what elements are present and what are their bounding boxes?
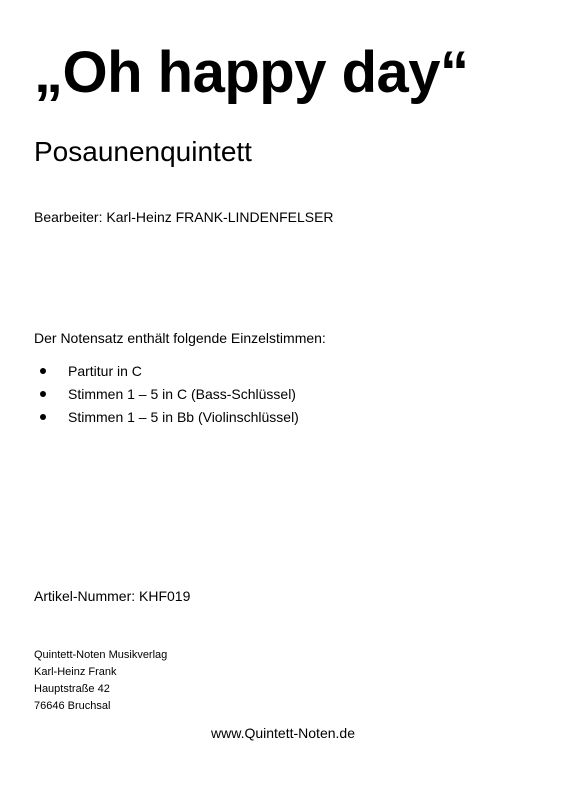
- article-number: Artikel-Nummer: KHF019: [34, 588, 191, 604]
- list-item-text: Partitur in C: [68, 362, 142, 379]
- publisher-street: Hauptstraße 42: [34, 683, 110, 695]
- publisher-address: [34, 647, 167, 715]
- publisher-city: 76646 Bruchsal: [34, 700, 111, 712]
- document-title: „Oh happy day“: [34, 40, 469, 105]
- parts-list: [34, 359, 299, 428]
- parts-intro: Der Notensatz enthält folgende Einzelstimmen:: [34, 330, 326, 346]
- website-url: www.Quintett-Noten.de: [211, 725, 355, 741]
- list-item: [34, 382, 299, 405]
- document-subtitle: Posaunenquintett: [34, 136, 252, 167]
- bullet-icon: [40, 414, 46, 420]
- bullet-icon: [40, 368, 46, 374]
- list-item: [34, 405, 299, 428]
- list-item-text: Stimmen 1 – 5 in Bb (Violinschlüssel): [68, 408, 299, 425]
- publisher-person: Karl-Heinz Frank: [34, 666, 117, 678]
- list-item-text: Stimmen 1 – 5 in C (Bass-Schlüssel): [68, 385, 296, 402]
- arranger-line: Bearbeiter: Karl-Heinz FRANK-LINDENFELSER: [34, 209, 334, 225]
- list-item: [34, 359, 299, 382]
- publisher-name: Quintett-Noten Musikverlag: [34, 649, 168, 661]
- bullet-icon: [40, 391, 46, 397]
